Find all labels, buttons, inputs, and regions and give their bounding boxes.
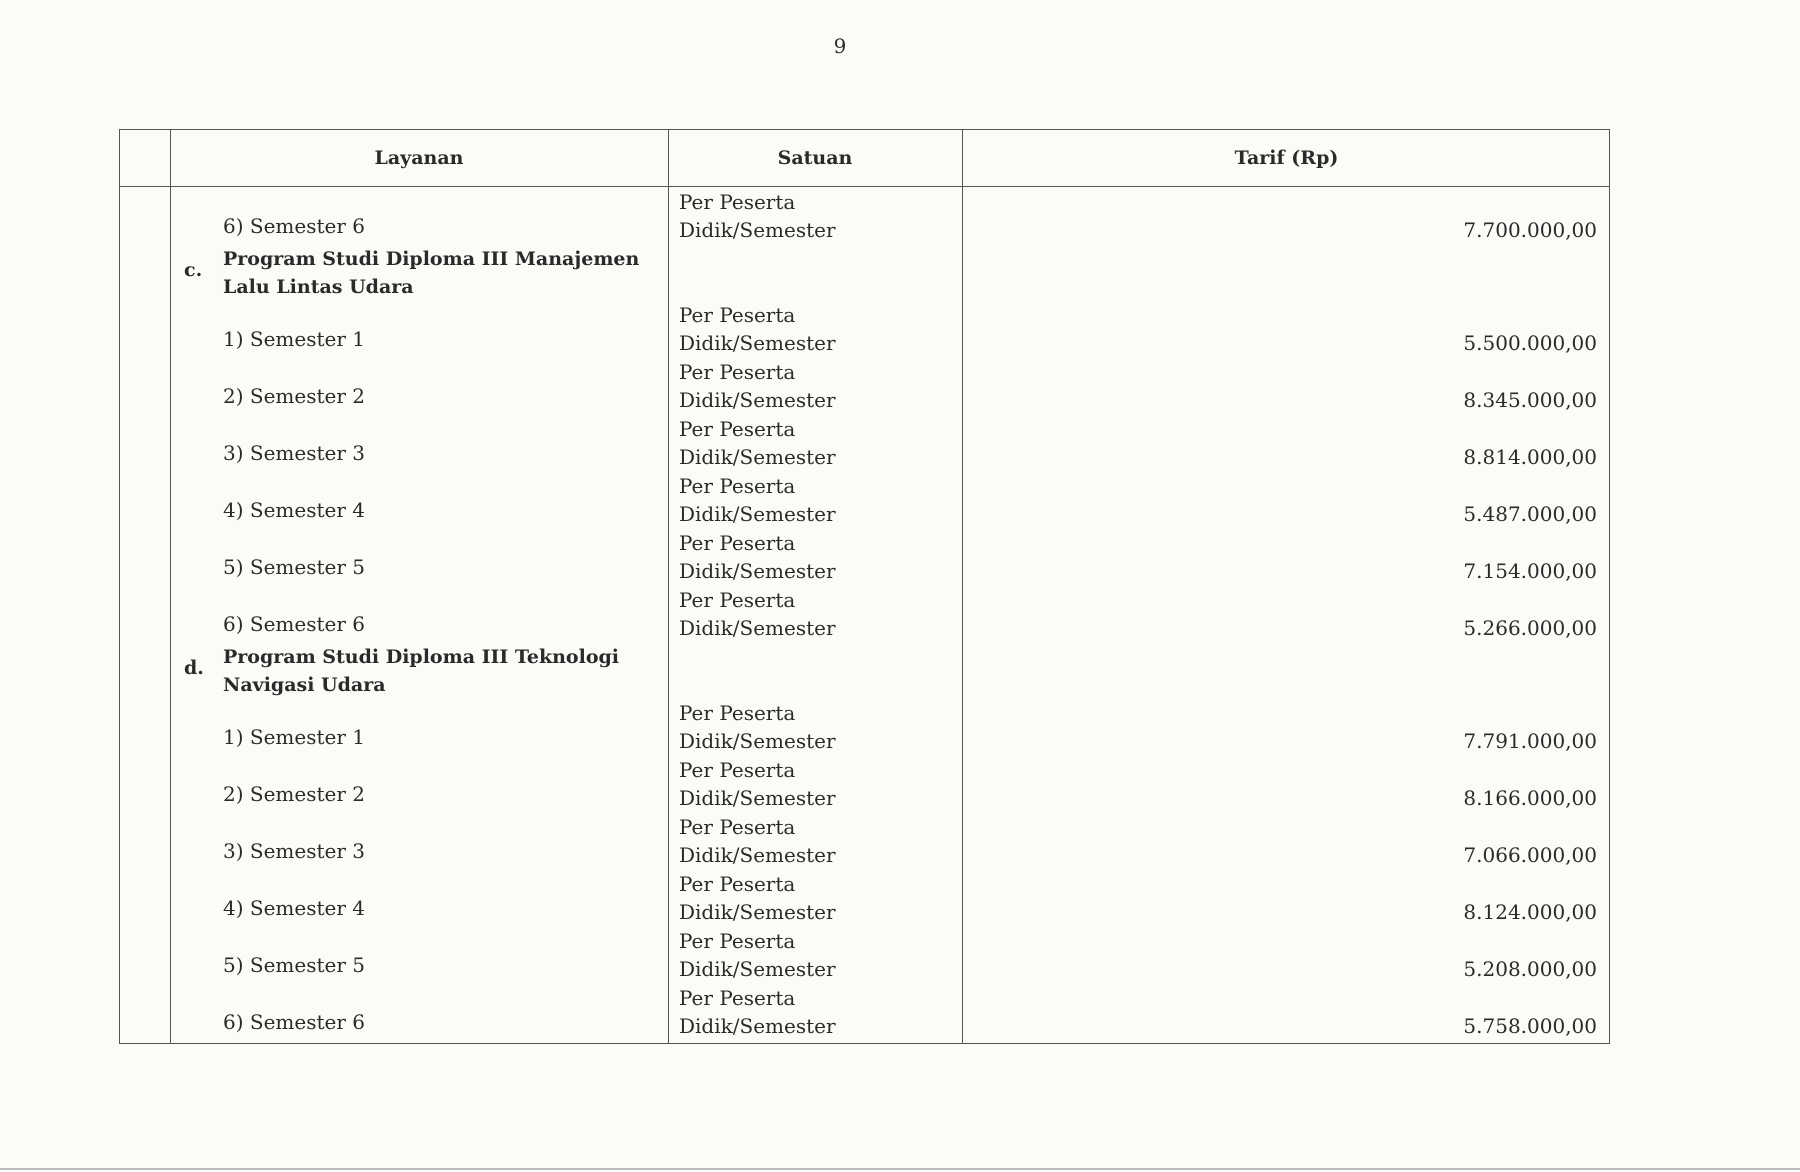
table-row	[120, 927, 1609, 984]
unit-line-1: Per Peserta	[679, 303, 796, 327]
unit-line-1: Per Peserta	[679, 872, 796, 896]
unit-line-2: Didik/Semester	[679, 445, 836, 469]
service-item: 3) Semester 3	[223, 441, 366, 465]
unit-cell	[679, 358, 836, 414]
unit-cell	[679, 586, 836, 642]
unit-cell	[679, 699, 836, 755]
unit-cell	[679, 188, 836, 244]
unit-line-2: Didik/Semester	[679, 729, 836, 753]
table-row	[120, 870, 1609, 927]
service-item: 3) Semester 3	[223, 839, 366, 863]
service-item: 6) Semester 6	[223, 214, 366, 238]
table-row	[120, 358, 1609, 415]
unit-line-1: Per Peserta	[679, 360, 796, 384]
table-row	[120, 301, 1609, 358]
service-item: 6) Semester 6	[223, 1010, 366, 1034]
service-item: 4) Semester 4	[223, 896, 366, 920]
program-letter: c.	[184, 259, 203, 281]
table-row	[120, 984, 1609, 1041]
tariff-value: 5.500.000,00	[1463, 331, 1597, 355]
unit-line-2: Didik/Semester	[679, 616, 836, 640]
unit-cell	[679, 529, 836, 585]
tariff-value: 8.345.000,00	[1463, 388, 1597, 412]
unit-line-1: Per Peserta	[679, 986, 796, 1010]
tariff-value: 5.758.000,00	[1463, 1014, 1597, 1038]
header-unit: Satuan	[777, 147, 853, 169]
header-service: Layanan	[374, 147, 464, 169]
unit-line-2: Didik/Semester	[679, 218, 836, 242]
unit-cell	[679, 927, 836, 983]
tariff-value: 8.124.000,00	[1463, 900, 1597, 924]
service-item: 1) Semester 1	[223, 327, 366, 351]
table-row	[120, 529, 1609, 586]
service-item: 2) Semester 2	[223, 782, 366, 806]
unit-cell	[679, 813, 836, 869]
header-divider	[120, 186, 1609, 187]
page-number: 9	[833, 34, 847, 58]
unit-line-1: Per Peserta	[679, 474, 796, 498]
page-bottom-rule	[0, 1168, 1800, 1170]
unit-line-1: Per Peserta	[679, 417, 796, 441]
program-row	[120, 643, 1609, 699]
program-title: Program Studi Diploma III Manajemen Lalu Lintas Udara	[223, 248, 640, 298]
tariff-value: 7.154.000,00	[1463, 559, 1597, 583]
table-row	[120, 472, 1609, 529]
tariff-value: 8.814.000,00	[1463, 445, 1597, 469]
table-row	[120, 586, 1609, 643]
table-row	[120, 699, 1609, 756]
header-tariff: Tarif (Rp)	[1234, 147, 1339, 169]
service-item: 2) Semester 2	[223, 384, 366, 408]
tariff-table	[119, 129, 1610, 1044]
unit-cell	[679, 756, 836, 812]
program-letter: d.	[184, 657, 204, 679]
unit-line-2: Didik/Semester	[679, 957, 836, 981]
unit-line-2: Didik/Semester	[679, 900, 836, 924]
tariff-value: 5.266.000,00	[1463, 616, 1597, 640]
unit-line-2: Didik/Semester	[679, 388, 836, 412]
tariff-value: 5.208.000,00	[1463, 957, 1597, 981]
unit-line-1: Per Peserta	[679, 815, 796, 839]
program-row	[120, 245, 1609, 301]
unit-line-2: Didik/Semester	[679, 843, 836, 867]
unit-line-2: Didik/Semester	[679, 502, 836, 526]
tariff-value: 8.166.000,00	[1463, 786, 1597, 810]
service-item: 6) Semester 6	[223, 612, 366, 636]
tariff-value: 7.066.000,00	[1463, 843, 1597, 867]
unit-line-1: Per Peserta	[679, 701, 796, 725]
unit-cell	[679, 415, 836, 471]
tariff-value: 5.487.000,00	[1463, 502, 1597, 526]
program-title: Program Studi Diploma III Teknologi Navigasi Udara	[223, 646, 619, 696]
unit-line-2: Didik/Semester	[679, 559, 836, 583]
service-item: 5) Semester 5	[223, 953, 366, 977]
unit-cell	[679, 301, 836, 357]
unit-line-2: Didik/Semester	[679, 1014, 836, 1038]
service-item: 5) Semester 5	[223, 555, 366, 579]
table-row	[120, 188, 1609, 245]
table-row	[120, 415, 1609, 472]
tariff-value: 7.700.000,00	[1463, 218, 1597, 242]
unit-line-2: Didik/Semester	[679, 786, 836, 810]
service-item: 4) Semester 4	[223, 498, 366, 522]
unit-line-1: Per Peserta	[679, 190, 796, 214]
service-item: 1) Semester 1	[223, 725, 366, 749]
unit-cell	[679, 472, 836, 528]
unit-line-1: Per Peserta	[679, 588, 796, 612]
table-row	[120, 813, 1609, 870]
unit-line-2: Didik/Semester	[679, 331, 836, 355]
unit-line-1: Per Peserta	[679, 929, 796, 953]
tariff-value: 7.791.000,00	[1463, 729, 1597, 753]
table-row	[120, 756, 1609, 813]
unit-line-1: Per Peserta	[679, 758, 796, 782]
unit-cell	[679, 984, 836, 1040]
unit-line-1: Per Peserta	[679, 531, 796, 555]
unit-cell	[679, 870, 836, 926]
